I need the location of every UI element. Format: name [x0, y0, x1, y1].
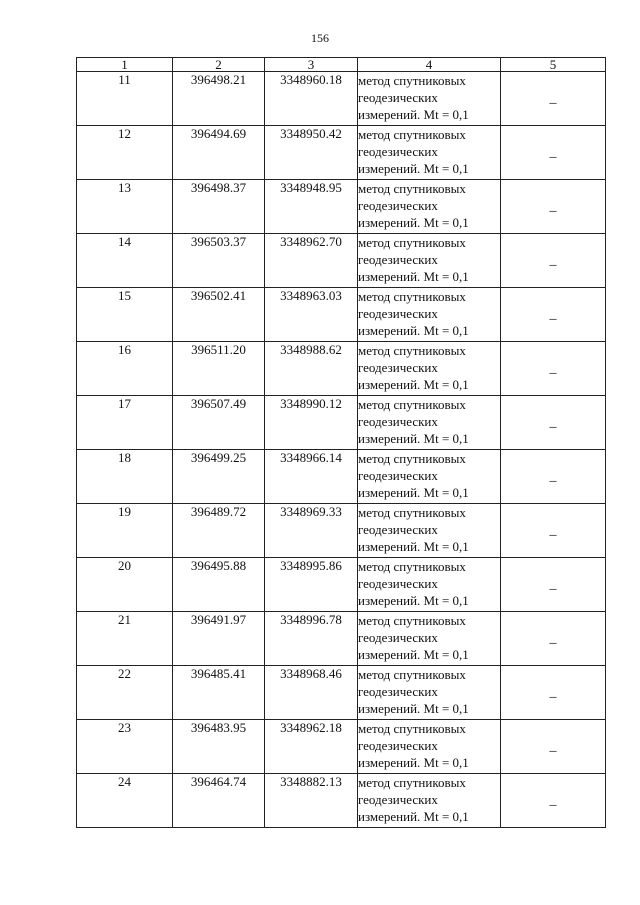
y-coordinate-cell: 3348990.12 [265, 396, 358, 450]
method-line: измерений. Mt = 0,1 [358, 269, 469, 284]
y-coordinate-cell: 3348962.18 [265, 720, 358, 774]
header-row [77, 58, 606, 72]
method-line: измерений. Mt = 0,1 [358, 593, 469, 608]
method-line: метод спутниковых [358, 127, 466, 142]
method-line: метод спутниковых [358, 613, 466, 628]
method-line: геодезических [358, 90, 438, 105]
note-cell: _ [501, 612, 606, 666]
method-line: метод спутниковых [358, 181, 466, 196]
method-line: геодезических [358, 252, 438, 267]
method-line: измерений. Mt = 0,1 [358, 647, 469, 662]
x-coordinate-cell: 396507.49 [173, 396, 265, 450]
point-number-cell: 21 [77, 612, 173, 666]
point-number-cell: 24 [77, 774, 173, 828]
y-coordinate-cell: 3348968.46 [265, 666, 358, 720]
x-coordinate-cell: 396485.41 [173, 666, 265, 720]
note-cell: _ [501, 774, 606, 828]
note-cell: _ [501, 288, 606, 342]
method-cell [358, 396, 501, 450]
method-cell [358, 126, 501, 180]
x-coordinate-cell: 396489.72 [173, 504, 265, 558]
table-row [77, 72, 606, 126]
point-number-cell: 15 [77, 288, 173, 342]
x-coordinate-cell: 396499.25 [173, 450, 265, 504]
x-coordinate-cell: 396502.41 [173, 288, 265, 342]
point-number-cell: 22 [77, 666, 173, 720]
point-number-cell: 16 [77, 342, 173, 396]
method-line: метод спутниковых [358, 397, 466, 412]
x-coordinate-cell: 396498.37 [173, 180, 265, 234]
y-coordinate-cell: 3348948.95 [265, 180, 358, 234]
method-line: геодезических [358, 414, 438, 429]
coordinates-table [76, 57, 606, 828]
method-line: метод спутниковых [358, 73, 466, 88]
method-line: измерений. Mt = 0,1 [358, 485, 469, 500]
table-row [77, 180, 606, 234]
header-col-5: 5 [501, 58, 606, 72]
method-line: метод спутниковых [358, 505, 466, 520]
method-line: измерений. Mt = 0,1 [358, 539, 469, 554]
method-cell [358, 774, 501, 828]
y-coordinate-cell: 3348966.14 [265, 450, 358, 504]
table-row [77, 504, 606, 558]
method-cell [358, 450, 501, 504]
header-col-2: 2 [173, 58, 265, 72]
table-row [77, 342, 606, 396]
point-number-cell: 13 [77, 180, 173, 234]
note-cell: _ [501, 72, 606, 126]
point-number-cell: 18 [77, 450, 173, 504]
table-row [77, 126, 606, 180]
method-cell [358, 666, 501, 720]
table-row [77, 288, 606, 342]
x-coordinate-cell: 396491.97 [173, 612, 265, 666]
method-cell [358, 342, 501, 396]
method-line: геодезических [358, 522, 438, 537]
header-col-1: 1 [77, 58, 173, 72]
method-line: геодезических [358, 360, 438, 375]
note-cell: _ [501, 558, 606, 612]
note-cell: _ [501, 720, 606, 774]
x-coordinate-cell: 396495.88 [173, 558, 265, 612]
point-number-cell: 14 [77, 234, 173, 288]
y-coordinate-cell: 3348950.42 [265, 126, 358, 180]
point-number-cell: 20 [77, 558, 173, 612]
table-row [77, 450, 606, 504]
note-cell: _ [501, 180, 606, 234]
method-cell [358, 180, 501, 234]
method-cell [358, 72, 501, 126]
note-cell: _ [501, 666, 606, 720]
y-coordinate-cell: 3348962.70 [265, 234, 358, 288]
y-coordinate-cell: 3348960.18 [265, 72, 358, 126]
method-line: геодезических [358, 738, 438, 753]
method-line: метод спутниковых [358, 289, 466, 304]
method-line: геодезических [358, 792, 438, 807]
method-line: геодезических [358, 576, 438, 591]
x-coordinate-cell: 396483.95 [173, 720, 265, 774]
method-line: геодезических [358, 684, 438, 699]
table-row [77, 234, 606, 288]
point-number-cell: 11 [77, 72, 173, 126]
x-coordinate-cell: 396498.21 [173, 72, 265, 126]
note-cell: _ [501, 450, 606, 504]
y-coordinate-cell: 3348969.33 [265, 504, 358, 558]
method-cell [358, 612, 501, 666]
method-line: измерений. Mt = 0,1 [358, 755, 469, 770]
method-line: геодезических [358, 198, 438, 213]
x-coordinate-cell: 396464.74 [173, 774, 265, 828]
table-row [77, 612, 606, 666]
method-line: метод спутниковых [358, 667, 466, 682]
method-cell [358, 234, 501, 288]
method-line: геодезических [358, 306, 438, 321]
method-line: геодезических [358, 630, 438, 645]
x-coordinate-cell: 396503.37 [173, 234, 265, 288]
method-line: метод спутниковых [358, 343, 466, 358]
method-line: геодезических [358, 144, 438, 159]
method-line: измерений. Mt = 0,1 [358, 377, 469, 392]
page-number: 156 [311, 31, 329, 45]
method-cell [358, 720, 501, 774]
y-coordinate-cell: 3348996.78 [265, 612, 358, 666]
method-line: измерений. Mt = 0,1 [358, 323, 469, 338]
method-line: измерений. Mt = 0,1 [358, 431, 469, 446]
method-line: геодезических [358, 468, 438, 483]
method-line: метод спутниковых [358, 451, 466, 466]
x-coordinate-cell: 396494.69 [173, 126, 265, 180]
point-number-cell: 19 [77, 504, 173, 558]
header-col-3: 3 [265, 58, 358, 72]
table-row [77, 720, 606, 774]
method-cell [358, 288, 501, 342]
table-row [77, 396, 606, 450]
table-row [77, 666, 606, 720]
method-line: измерений. Mt = 0,1 [358, 107, 469, 122]
y-coordinate-cell: 3348988.62 [265, 342, 358, 396]
note-cell: _ [501, 126, 606, 180]
method-line: измерений. Mt = 0,1 [358, 809, 469, 824]
y-coordinate-cell: 3348995.86 [265, 558, 358, 612]
y-coordinate-cell: 3348882.13 [265, 774, 358, 828]
note-cell: _ [501, 396, 606, 450]
header-col-4: 4 [358, 58, 501, 72]
table-body [77, 72, 606, 828]
method-line: метод спутниковых [358, 235, 466, 250]
note-cell: _ [501, 342, 606, 396]
method-line: метод спутниковых [358, 721, 466, 736]
method-line: измерений. Mt = 0,1 [358, 215, 469, 230]
method-line: измерений. Mt = 0,1 [358, 701, 469, 716]
method-line: метод спутниковых [358, 559, 466, 574]
point-number-cell: 23 [77, 720, 173, 774]
method-line: измерений. Mt = 0,1 [358, 161, 469, 176]
note-cell: _ [501, 504, 606, 558]
x-coordinate-cell: 396511.20 [173, 342, 265, 396]
method-cell [358, 558, 501, 612]
y-coordinate-cell: 3348963.03 [265, 288, 358, 342]
table-header [77, 58, 606, 72]
note-cell: _ [501, 234, 606, 288]
point-number-cell: 17 [77, 396, 173, 450]
method-line: метод спутниковых [358, 775, 466, 790]
method-cell [358, 504, 501, 558]
table-row [77, 558, 606, 612]
table-row [77, 774, 606, 828]
point-number-cell: 12 [77, 126, 173, 180]
